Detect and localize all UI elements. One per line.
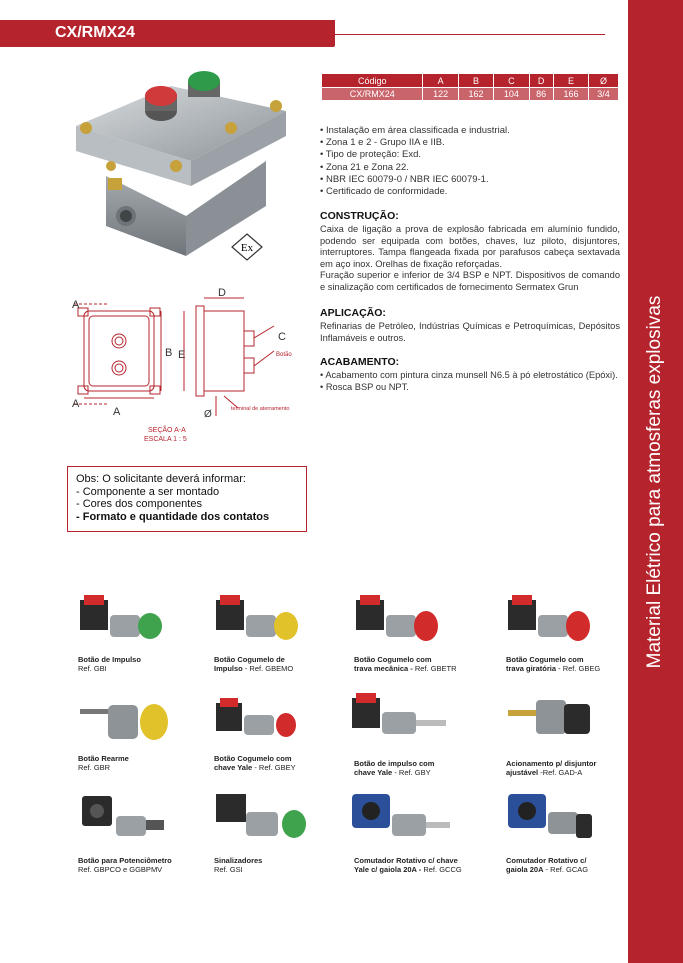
rotary-switch-image	[506, 790, 601, 850]
spec-cell: 104	[494, 88, 529, 101]
spec-cell: 3/4	[589, 88, 619, 101]
construcao-paragraph: Furação superior e inferior de 3/4 BSP e NPT. Dispositivos de comando e sinalização com certificados de fornecimento Sermatex Grun	[320, 270, 620, 292]
product-name: ajustável	[506, 768, 539, 777]
spec-data-row	[322, 88, 619, 101]
svg-text:Ex: Ex	[240, 242, 254, 254]
push-button-image	[78, 590, 168, 650]
svg-text:ESCALA 1 : 5: ESCALA 1 : 5	[144, 436, 187, 443]
svg-text:A: A	[113, 406, 121, 418]
spec-header-cell: B	[458, 74, 493, 88]
title-divider	[335, 34, 605, 35]
svg-text:D: D	[218, 287, 226, 299]
product-gcag	[506, 856, 646, 874]
svg-text:SEÇÃO A-A: SEÇÃO A-A	[148, 427, 186, 434]
product-gbeg	[506, 655, 646, 673]
spec-header-cell: D	[529, 74, 553, 88]
svg-text:A: A	[72, 398, 80, 410]
side-label: Material Elétrico para atmosferas explosivas	[644, 295, 665, 669]
reset-button-image	[78, 695, 173, 750]
product-ref: -Ref. GAD-A	[538, 768, 583, 777]
product-name: Acionamento p/ disjuntor	[506, 759, 597, 768]
product-gbetr	[354, 655, 494, 673]
product-gbpco	[78, 856, 218, 874]
obs-item: - Cores dos componentes	[76, 498, 202, 510]
product-name: Botão de impulso com	[354, 759, 435, 768]
mushroom-yale-button-image	[214, 695, 309, 750]
mushroom-lock-button-image	[354, 590, 444, 650]
features-list	[320, 125, 510, 198]
product-name: Botão Rearme	[78, 754, 129, 763]
product-ref: - Ref. GBEG	[556, 664, 601, 673]
product-name: Botão de Impulso	[78, 655, 141, 664]
acabamento-item: • Rosca BSP ou NPT.	[320, 381, 409, 392]
acabamento-title: ACABAMENTO:	[320, 356, 400, 368]
spec-header-cell: A	[423, 74, 458, 88]
svg-text:E: E	[178, 349, 186, 361]
svg-text:terminal de aterramento: terminal de aterramento	[231, 406, 290, 412]
title-bar	[0, 20, 335, 47]
product-ref: Ref. GBR	[78, 763, 111, 772]
spec-table	[321, 73, 619, 101]
obs-heading: Obs: O solicitante deverá informar:	[76, 473, 246, 485]
product-name: Botão Cogumelo com	[214, 754, 292, 763]
signal-light-image	[214, 790, 309, 850]
feature-item: • NBR IEC 60079-0 / NBR IEC 60079-1.	[320, 174, 510, 186]
product-name: Yale c/ gaiola 20A -	[354, 865, 422, 874]
product-gby	[354, 759, 494, 777]
svg-text:Ø: Ø	[204, 409, 212, 420]
spec-cell: 166	[553, 88, 588, 101]
product-name: chave Yale	[214, 763, 253, 772]
svg-text:C: C	[278, 331, 286, 343]
spec-cell: 122	[423, 88, 458, 101]
aplicacao-body: Refinarias de Petróleo, Indústrias Químicas e Petroquímicas, Depósitos Inflamáveis e outros.	[320, 321, 620, 343]
product-name: chave Yale	[354, 768, 393, 777]
spec-header-cell: Ø	[589, 74, 619, 88]
spec-header-cell: E	[553, 74, 588, 88]
spec-header-row	[322, 74, 619, 88]
obs-item: - Componente a ser montado	[76, 485, 220, 498]
potentiometer-button-image	[78, 790, 173, 850]
feature-item: • Certificado de conformidade.	[320, 186, 510, 198]
product-ref: Ref. GSI	[214, 865, 243, 874]
enclosure-photo	[66, 66, 296, 256]
mushroom-rotary-button-image	[506, 590, 596, 650]
product-name: Botão Cogumelo de	[214, 655, 285, 664]
product-gccg	[354, 856, 494, 874]
feature-item: • Zona 21 e Zona 22.	[320, 162, 510, 174]
obs-box	[67, 466, 307, 532]
page-title: CX/RMX24	[55, 24, 136, 41]
product-name: Botão Cogumelo com	[506, 655, 584, 664]
svg-text:B: B	[165, 347, 173, 359]
product-name: Sinalizadores	[214, 856, 263, 865]
product-gad-a	[506, 759, 646, 777]
aplicacao-title: APLICAÇÃO:	[320, 307, 386, 319]
obs-item: - Formato e quantidade dos contatos	[76, 510, 270, 523]
rotary-yale-switch-image	[350, 790, 460, 850]
svg-text:Botão: Botão	[276, 352, 292, 358]
product-ref: Ref. GCCG	[421, 865, 462, 874]
feature-item: • Tipo de proteção: Exd.	[320, 149, 510, 161]
product-ref: Ref. GBPCO e GGBPMV	[78, 865, 163, 874]
product-name: Comutador Rotativo c/ chave	[354, 856, 458, 865]
product-name: Comutador Rotativo c/	[506, 856, 587, 865]
spec-cell: 86	[529, 88, 553, 101]
product-ref: - Ref. GBY	[392, 768, 431, 777]
product-ref: - Ref. GCAG	[543, 865, 589, 874]
spec-header-cell: Código	[322, 74, 423, 88]
product-name: Impulso	[214, 664, 243, 673]
mushroom-button-image	[214, 590, 304, 650]
product-ref: - Ref. GBEY	[252, 763, 296, 772]
product-name: gaiola 20A	[506, 865, 544, 874]
product-gbr	[78, 754, 218, 772]
product-name: Botão para Potenciômetro	[78, 856, 172, 865]
ex-mark	[230, 232, 264, 262]
product-ref: Ref. GBETR	[412, 664, 457, 673]
technical-drawing	[66, 286, 316, 446]
breaker-actuator-image	[506, 690, 601, 750]
product-name: Botão Cogumelo com	[354, 655, 432, 664]
product-name: trava giratória	[506, 664, 557, 673]
acabamento-body	[320, 370, 620, 393]
construcao-body	[320, 224, 620, 294]
feature-item: • Zona 1 e 2 - Grupo IIA e IIB.	[320, 137, 510, 149]
product-gbemo	[214, 655, 354, 673]
product-gbi	[78, 655, 218, 673]
spec-header-cell: C	[494, 74, 529, 88]
svg-text:A: A	[72, 299, 80, 311]
yale-push-button-image	[350, 690, 460, 750]
construcao-title: CONSTRUÇÃO:	[320, 210, 399, 222]
construcao-paragraph: Caixa de ligação a prova de explosão fabricada em alumínio fundido, podendo ser equipada com botões, chaves, luz piloto, disjuntores, interruptores. Tampa flangeada fixada por parafusos cabeça sextavada em aço inox. Orelhas de fixação reforçadas.	[320, 224, 620, 269]
spec-cell: CX/RMX24	[322, 88, 423, 101]
feature-item: • Instalação em área classificada e industrial.	[320, 125, 510, 137]
product-ref: Ref. GBI	[78, 664, 107, 673]
product-gbey	[214, 754, 354, 772]
product-name: trava mecânica -	[354, 664, 413, 673]
acabamento-item: • Acabamento com pintura cinza munsell N6.5 à pó eletrostático (Epóxi).	[320, 370, 618, 380]
product-ref: - Ref. GBEMO	[242, 664, 294, 673]
spec-cell: 162	[458, 88, 493, 101]
product-gsi	[214, 856, 354, 874]
